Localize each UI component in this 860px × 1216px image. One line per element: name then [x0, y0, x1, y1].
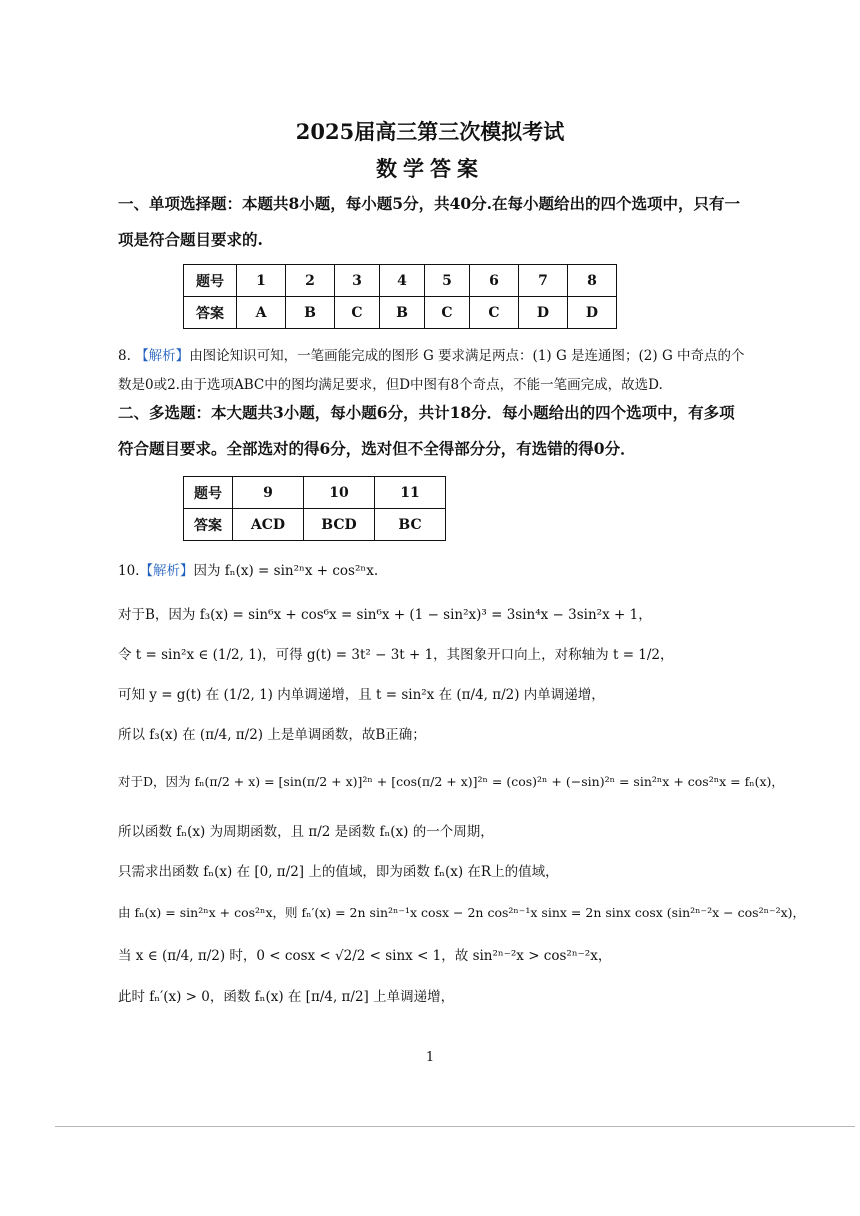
sol10-line4: 可知 y = g(t) 在 (1/2, 1) 内单调递增，且 t = sin²x 在 (π/4, π/2) 内单调递增，: [118, 687, 605, 703]
sol10-text: 因为 fₙ(x) = sin²ⁿx + cos²ⁿx.: [193, 563, 379, 579]
section2-heading-line1: 二、多选题：本大题共3小题，每小题6分，共计18分．每小题给出的四个选项中，有多项: [118, 403, 735, 422]
table-header-cell: 题号: [184, 477, 233, 509]
sol10-line11: 此时 fₙ′(x) > 0，函数 fₙ(x) 在 [π/4, π/2] 上单调递增，: [118, 989, 455, 1005]
table-cell: C: [470, 297, 519, 329]
sol10-line7: 所以函数 fₙ(x) 为周期函数，且 π/2 是函数 fₙ(x) 的一个周期，: [118, 824, 494, 840]
table-cell: 5: [425, 265, 470, 297]
table-cell: 9: [233, 477, 304, 509]
table-cell: C: [335, 297, 380, 329]
table-cell: 11: [375, 477, 446, 509]
page-subtitle: 数学答案: [376, 156, 484, 181]
table-row: [184, 265, 617, 297]
sol10-line2: 对于B，因为 f₃(x) = sin⁶x + cos⁶x = sin⁶x + (1 − sin²x)³ = 3sin⁴x − 3sin²x + 1，: [118, 607, 652, 623]
table-cell: ACD: [233, 509, 304, 541]
table-cell: 7: [519, 265, 568, 297]
table-cell: B: [380, 297, 425, 329]
table-cell: C: [425, 297, 470, 329]
sol10-line1: [118, 559, 378, 579]
table-row: [184, 509, 446, 541]
table-cell: B: [286, 297, 335, 329]
sol10-line5: 所以 f₃(x) 在 (π/4, π/2) 上是单调函数，故B正确；: [118, 727, 426, 743]
table-cell: BC: [375, 509, 446, 541]
table-cell: 8: [568, 265, 617, 297]
explain-8-line1: [118, 344, 745, 364]
table-cell: 6: [470, 265, 519, 297]
explain-8-line2: 数是0或2.由于选项ABC中的图均满足要求，但D中图有8个奇点，不能一笔画完成，故选D.: [118, 377, 663, 393]
table-cell: A: [237, 297, 286, 329]
sol10-tag: 【解析】: [139, 563, 194, 579]
table-cell: BCD: [304, 509, 375, 541]
sol10-line8: 只需求出函数 fₙ(x) 在 [0, π/2] 上的值域，即为函数 fₙ(x) 在R上的值域，: [118, 864, 559, 880]
explain-tag: 【解析】: [135, 348, 190, 364]
sol10-line10: 当 x ∈ (π/4, π/2) 时，0 < cosx < √2/2 < sinx < 1，故 sin²ⁿ⁻²x > cos²ⁿ⁻²x，: [118, 948, 612, 964]
page-title: 2025届高三第三次模拟考试: [295, 119, 565, 144]
table-cell: D: [519, 297, 568, 329]
table-cell: 10: [304, 477, 375, 509]
section1-heading-line2: 项是符合题目要求的.: [118, 230, 263, 249]
table-row: [184, 297, 617, 329]
table-row: [184, 477, 446, 509]
section1-heading-line1: 一、单项选择题：本题共8小题，每小题5分，共40分.在每小题给出的四个选项中，只有一: [118, 194, 741, 213]
sol10-line9: 由 fₙ(x) = sin²ⁿx + cos²ⁿx，则 fₙ′(x) = 2n sin²ⁿ⁻¹x cosx − 2n cos²ⁿ⁻¹x sinx = 2n sinx cosx (sin²ⁿ⁻²x − cos²ⁿ⁻²x)，: [118, 905, 806, 920]
table-header-cell: 答案: [184, 297, 237, 329]
table-cell: 1: [237, 265, 286, 297]
section2-heading-line2: 符合题目要求。全部选对的得6分，选对但不全得部分分，有选错的得0分．: [118, 439, 636, 458]
footer-divider: [55, 1126, 855, 1127]
table-cell: 2: [286, 265, 335, 297]
section1-heading: [118, 186, 758, 258]
page-number: 1: [425, 1050, 435, 1065]
explain-8-text: 由图论知识可知，一笔画能完成的图形 G 要求满足两点：(1) G 是连通图；(2) G 中奇点的个: [189, 348, 745, 364]
section2-heading: [118, 395, 758, 467]
table-cell: 4: [380, 265, 425, 297]
table-header-cell: 题号: [184, 265, 237, 297]
table-cell: D: [568, 297, 617, 329]
sol10-line3: 令 t = sin²x ∈ (1/2, 1)，可得 g(t) = 3t² − 3t + 1，其图象开口向上，对称轴为 t = 1/2，: [118, 647, 674, 663]
single-choice-answer-table: [183, 264, 617, 329]
table-header-cell: 答案: [184, 509, 233, 541]
multi-choice-answer-table: [183, 476, 446, 541]
sol10-number: 10.: [118, 563, 140, 579]
sol10-line6: 对于D，因为 fₙ(π/2 + x) = [sin(π/2 + x)]²ⁿ + [cos(π/2 + x)]²ⁿ = (cos)²ⁿ + (−sin)²ⁿ = sin²ⁿx + cos²ⁿx = fₙ(x)，: [118, 774, 784, 789]
table-cell: 3: [335, 265, 380, 297]
explain-8-number: 8.: [118, 348, 131, 364]
